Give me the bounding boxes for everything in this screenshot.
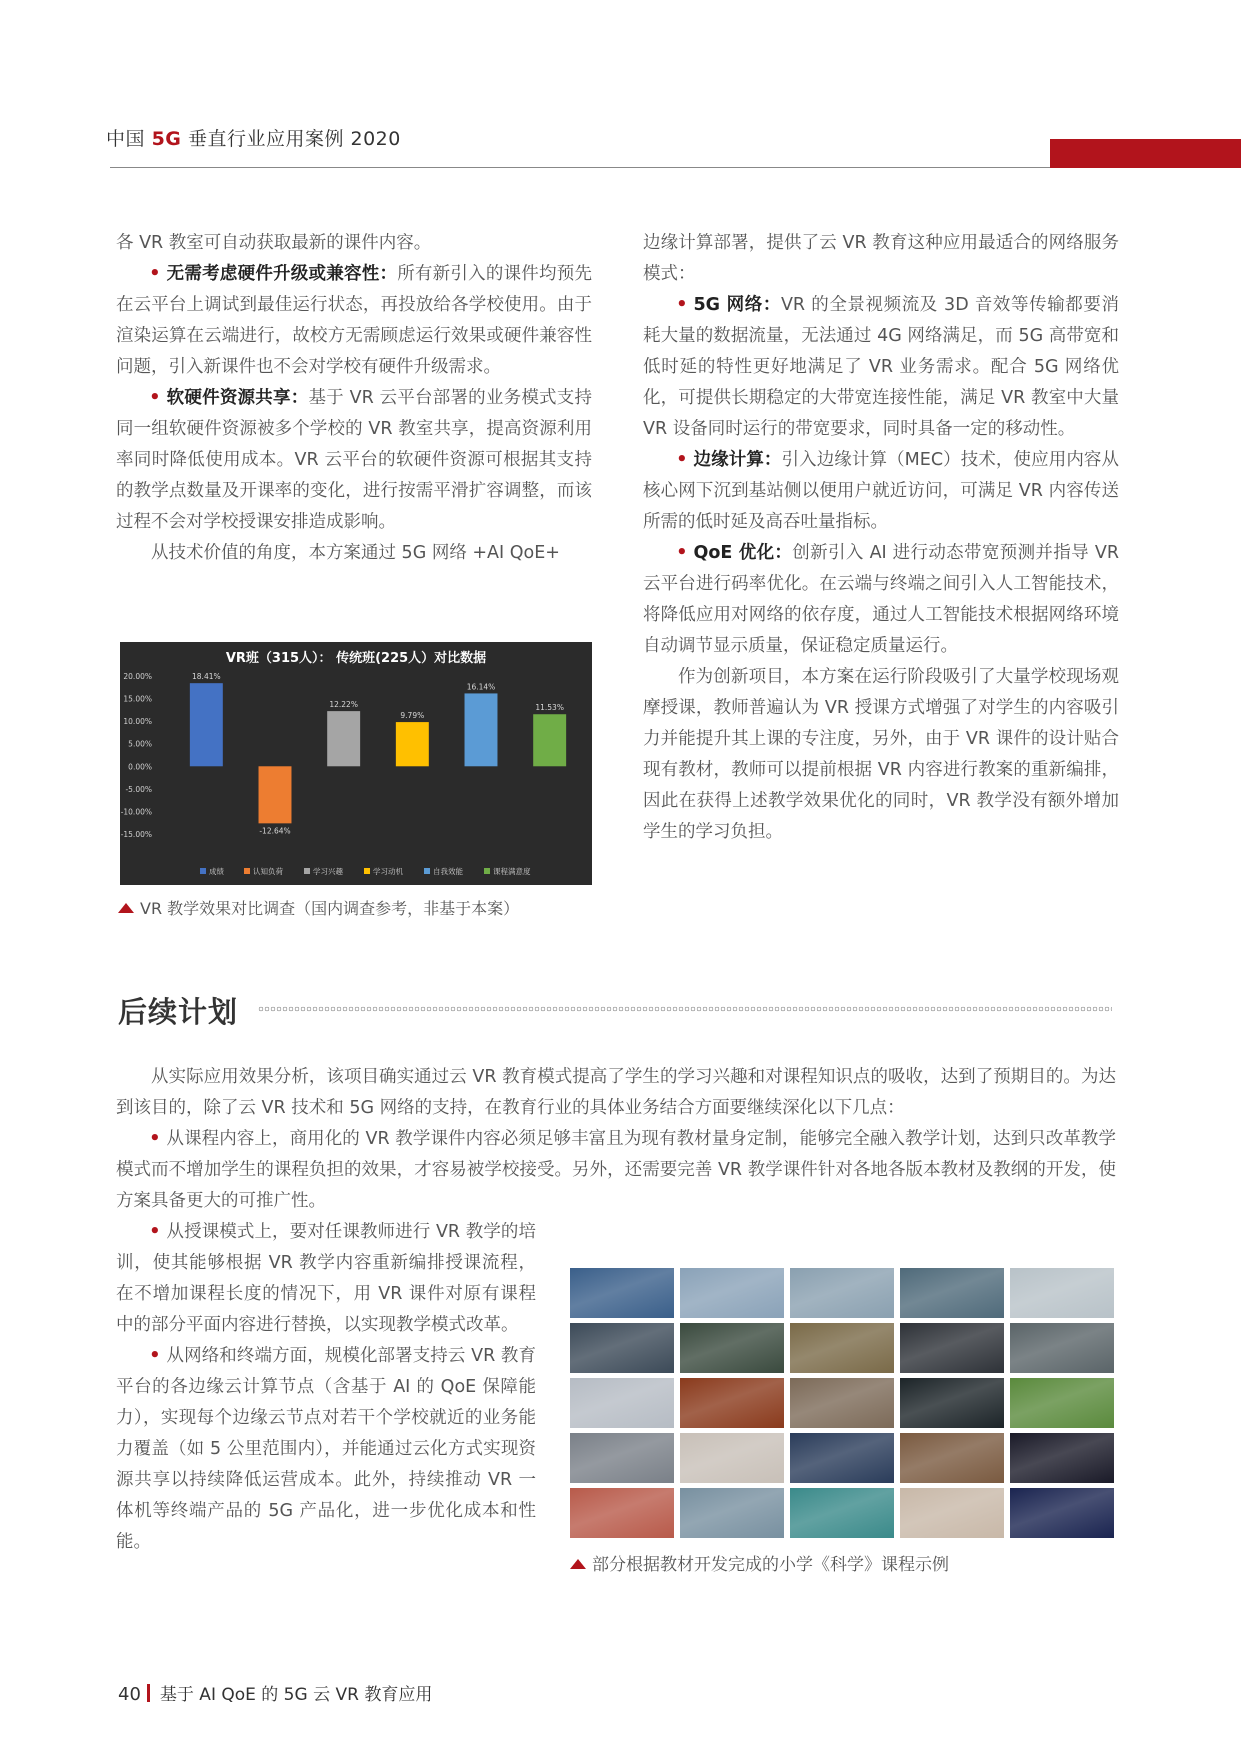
bullet-term: 软硬件资源共享： xyxy=(166,388,309,408)
bar-value-label: -12.64% xyxy=(259,826,291,836)
paragraph: 从实际应用效果分析，该项目确实通过云 VR 教育模式提高了学生的学习兴趣和对课程知识点的吸收，达到了预期目的。为达到该目的，除了云 VR 技术和 5G 网络的支持，在教育行业的具体业务结合方面要继续深化以下几点： xyxy=(116,1067,1116,1118)
course-thumbnail xyxy=(570,1323,674,1373)
course-thumbnail xyxy=(570,1433,674,1483)
chart-caption-text: VR 教学效果对比调查（国内调查参考，非基于本案） xyxy=(140,899,520,918)
bullet-text: 从授课模式上，要对任课教师进行 VR 教学的培训，使其能够根据 VR 教学内容重新编排授课流程，在不增加课程长度的情况下，用 VR 课件对原有课程中的部分平面内容进行替换，以实现教学模式改革。 xyxy=(116,1222,536,1335)
y-tick-label: 15.00% xyxy=(123,694,152,704)
course-thumbnail xyxy=(790,1323,894,1373)
course-thumbnail xyxy=(570,1378,674,1428)
bullet-dot-icon: • xyxy=(149,388,161,408)
chart-bar xyxy=(465,693,498,766)
course-thumbnail xyxy=(1010,1323,1114,1373)
header-divider xyxy=(110,167,1050,168)
chart-bar xyxy=(533,714,566,766)
footer-title: 基于 AI QoE 的 5G 云 VR 教育应用 xyxy=(159,1685,433,1705)
running-header xyxy=(106,124,401,151)
y-tick-label: 20.00% xyxy=(123,672,152,681)
course-thumbnail xyxy=(1010,1488,1114,1538)
course-thumbnail xyxy=(790,1488,894,1538)
legend-swatch xyxy=(424,868,430,874)
course-thumbnail xyxy=(680,1378,784,1428)
chart-caption xyxy=(118,896,519,919)
bullet-item xyxy=(643,538,1119,662)
y-tick-label: -15.00% xyxy=(120,830,152,839)
paragraph: 作为创新项目，本方案在运行阶段吸引了大量学校现场观摩授课，教师普遍认为 VR 授课方式增强了对学生的内容吸引力并能提升其上课的专注度，另外，由于 VR 课件的设计贴合现有教材，教师可以提前根据 VR 内容进行教案的重新编排，因此在获得上述教学效果优化的同时，VR 教学没有额外增加学生的学习负担。 xyxy=(643,667,1119,842)
chart-bar xyxy=(327,711,360,766)
course-image-grid xyxy=(570,1268,1113,1536)
course-thumbnail xyxy=(900,1378,1004,1428)
bullet-term: 5G 网络： xyxy=(693,295,781,315)
bullet-text: 从课程内容上，商用化的 VR 教学课件内容必须足够丰富且为现有教材量身定制，能够完全融入教学计划，达到只改革教学模式而不增加学生的课程负担的效果，才容易被学校接受。另外，还需要完善 VR 教学课件针对各地各版本教材及教纲的开发，使方案具备更大的可推广性。 xyxy=(116,1129,1116,1211)
course-thumbnail xyxy=(680,1488,784,1538)
legend-swatch xyxy=(364,868,370,874)
caption-arrow-icon xyxy=(570,1559,586,1569)
page-footer xyxy=(118,1680,432,1705)
bullet-text: 从网络和终端方面，规模化部署支持云 VR 教育平台的各边缘云计算节点（含基于 AI 的 QoE 保障能力），实现每个边缘云节点对若干个学校就近的业务能力覆盖（如 5 公里范围内），并能通过云化方式实现资源共享以持续降低运营成本。此外，持续推动 VR 一体机等终端产品的 5G 产品化，进一步优化成本和性能。 xyxy=(116,1346,536,1552)
course-thumbnail xyxy=(900,1433,1004,1483)
bullet-item xyxy=(116,259,592,383)
bullet-dot-icon: • xyxy=(149,1222,161,1242)
bullet-dot-icon: • xyxy=(149,1346,161,1366)
bar-value-label: 18.41% xyxy=(192,672,221,682)
bullet-dot-icon: • xyxy=(149,264,161,284)
right-column xyxy=(643,228,1119,848)
bullet-dot-icon: • xyxy=(149,1129,161,1149)
legend-swatch xyxy=(484,868,490,874)
bullet-item xyxy=(643,445,1119,538)
legend-label: 自我效能 xyxy=(433,867,463,876)
legend-swatch xyxy=(200,868,206,874)
chart-title: VR班（315人）： 传统班(225人）对比数据 xyxy=(225,651,487,666)
legend-swatch xyxy=(244,868,250,874)
bar-value-label: 12.22% xyxy=(329,700,358,710)
section-narrow-column xyxy=(116,1217,536,1558)
legend-swatch xyxy=(304,868,310,874)
bullet-item xyxy=(116,1217,536,1341)
comparison-chart xyxy=(120,642,592,885)
y-tick-label: 0.00% xyxy=(128,762,152,772)
bullet-item xyxy=(116,383,592,538)
course-thumbnail xyxy=(900,1268,1004,1318)
bar-value-label: 11.53% xyxy=(535,703,564,713)
section-title-decoration xyxy=(258,1006,1112,1012)
y-tick-label: -5.00% xyxy=(125,784,152,794)
chart-bar xyxy=(259,766,292,823)
image-grid-caption xyxy=(570,1550,949,1575)
bullet-dot-icon: • xyxy=(676,450,688,470)
bullet-dot-icon: • xyxy=(676,295,688,315)
paragraph: 边缘计算部署，提供了云 VR 教育这种应用最适合的网络服务模式： xyxy=(643,233,1119,284)
section-body xyxy=(116,1062,1116,1217)
legend-label: 认知负荷 xyxy=(253,867,283,876)
course-thumbnail xyxy=(680,1268,784,1318)
paragraph: 各 VR 教室可自动获取最新的课件内容。 xyxy=(116,233,432,253)
course-thumbnail xyxy=(790,1378,894,1428)
bullet-item xyxy=(116,1341,536,1558)
bullet-text: VR 的全景视频流及 3D 音效等传输都要消耗大量的数据流量，无法通过 4G 网络满足，而 5G 高带宽和低时延的特性更好地满足了 VR 业务需求。配合 5G 网络优化，可提供长期稳定的大带宽连接性能，满足 VR 教室中大量 VR 设备同时运行的带宽要求，同时具备一定的移动性。 xyxy=(643,295,1119,439)
bar-value-label: 9.79% xyxy=(400,711,425,721)
course-thumbnail xyxy=(900,1323,1004,1373)
course-thumbnail xyxy=(900,1488,1004,1538)
chart-bar xyxy=(190,683,223,766)
bullet-term: 边缘计算： xyxy=(693,450,782,470)
caption-arrow-icon xyxy=(118,903,134,913)
bullet-text: 基于 VR 云平台部署的业务模式支持同一组软硬件资源被多个学校的 VR 教室共享，提高资源利用率同时降低使用成本。VR 云平台的软硬件资源可根据其支持的教学点数量及开课率的变化，进行按需平滑扩容调整，而该过程不会对学校授课安排造成影响。 xyxy=(116,388,593,532)
chart-svg xyxy=(120,642,592,885)
image-grid-caption-text: 部分根据教材开发完成的小学《科学》课程示例 xyxy=(592,1555,949,1575)
y-tick-label: 10.00% xyxy=(123,717,152,727)
left-column xyxy=(116,228,592,569)
chart-bar xyxy=(396,722,429,766)
header-title-post: 垂直行业应用案例 2020 xyxy=(187,128,401,150)
section-title: 后续计划 xyxy=(118,995,239,1029)
legend-label: 学习动机 xyxy=(373,867,403,876)
course-thumbnail xyxy=(790,1433,894,1483)
bullet-term: 无需考虑硬件升级或兼容性： xyxy=(166,264,398,284)
bar-value-label: 16.14% xyxy=(466,682,496,692)
course-thumbnail xyxy=(1010,1433,1114,1483)
bullet-term: QoE 优化： xyxy=(693,543,793,563)
bullet-item xyxy=(116,1124,1116,1217)
bullet-text: 所有新引入的课件均预先在云平台上调试到最佳运行状态，再投放给各学校使用。由于渲染运算在云端进行，故校方无需顾虑运行效果或硬件兼容性问题，引入新课件也不会对学校有硬件升级需求。 xyxy=(116,264,593,377)
course-thumbnail xyxy=(570,1488,674,1538)
bullet-dot-icon: • xyxy=(676,543,688,563)
legend-label: 成绩 xyxy=(209,867,224,876)
legend-label: 学习兴趣 xyxy=(313,867,343,876)
course-thumbnail xyxy=(790,1268,894,1318)
y-tick-label: 5.00% xyxy=(128,739,152,749)
bullet-item xyxy=(643,290,1119,445)
y-tick-label: -10.00% xyxy=(120,807,152,817)
header-title-highlight: 5G xyxy=(151,128,182,150)
bullet-text: 引入边缘计算（MEC）技术，使应用内容从核心网下沉到基站侧以便用户就近访问，可满足 VR 内容传送所需的低时延及高吞吐量指标。 xyxy=(643,450,1120,532)
course-thumbnail xyxy=(570,1268,674,1318)
legend-label: 课程满意度 xyxy=(493,867,531,876)
course-thumbnail xyxy=(1010,1378,1114,1428)
footer-separator xyxy=(147,1684,150,1702)
paragraph: 从技术价值的角度，本方案通过 5G 网络 +AI QoE+ xyxy=(151,543,560,563)
page-number: 40 xyxy=(118,1684,141,1705)
course-thumbnail xyxy=(680,1433,784,1483)
bullet-text: 创新引入 AI 进行动态带宽预测并指导 VR 云平台进行码率优化。在云端与终端之间引入人工智能技术，将降低应用对网络的依存度，通过人工智能技术根据网络环境自动调节显示质量，保证稳定质量运行。 xyxy=(643,543,1119,656)
course-thumbnail xyxy=(680,1323,784,1373)
course-thumbnail xyxy=(1010,1268,1114,1318)
header-accent-bar xyxy=(1050,139,1241,168)
header-title-pre: 中国 xyxy=(106,128,146,150)
